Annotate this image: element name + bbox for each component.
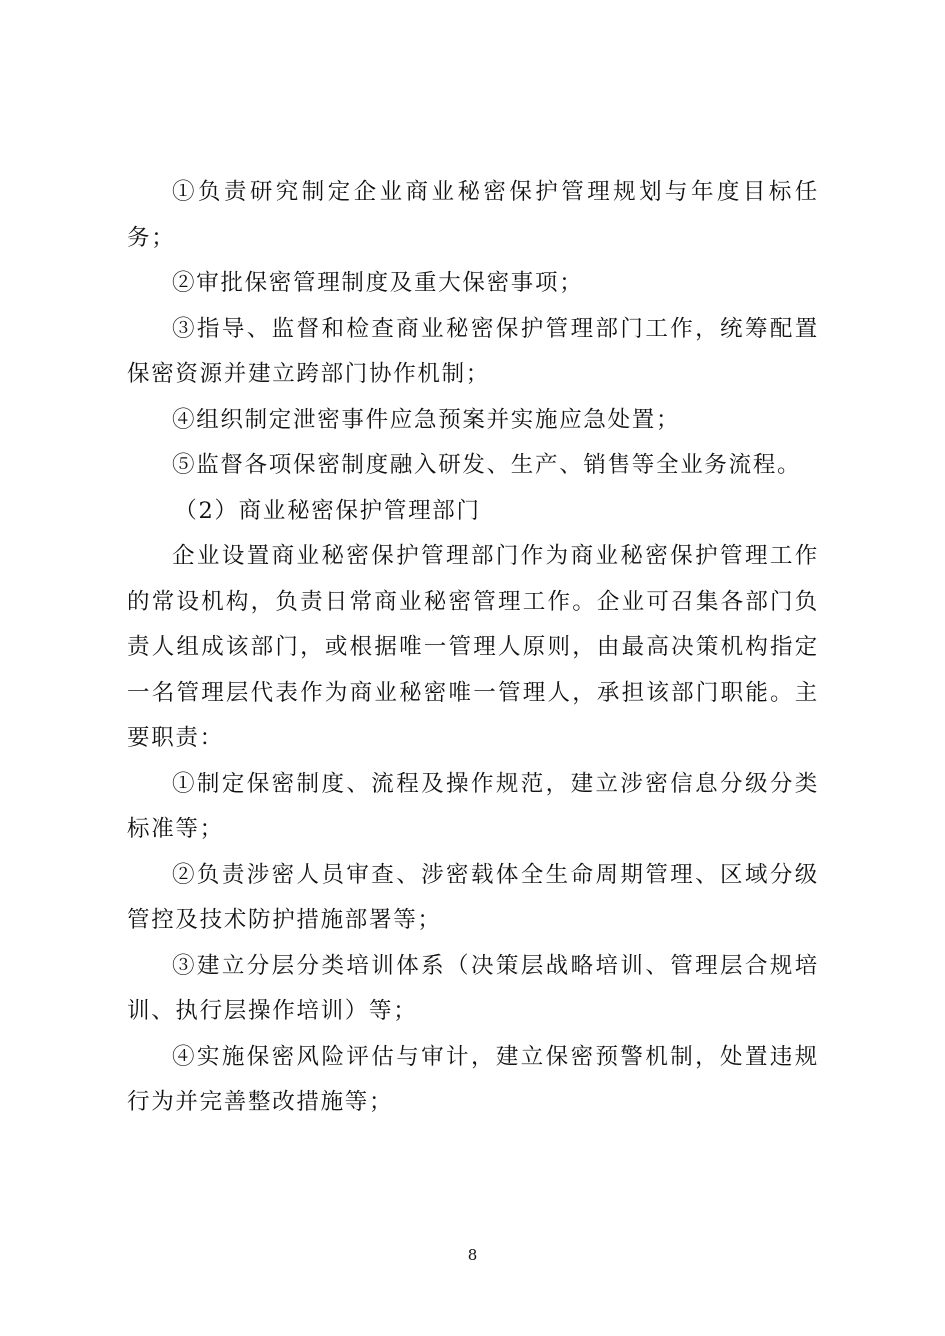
paragraph-leadership-duty-2: ②审批保密管理制度及重大保密事项； [172, 270, 584, 296]
paragraph-department-duty-1: ①制定保密制度、流程及操作规范，建立涉密信息分级分类标准等； [127, 770, 819, 842]
paragraph-department-duty-4: ④实施保密风险评估与审计，建立保密预警机制，处置违规行为并完善整改措施等； [127, 1043, 819, 1115]
paragraph-department-duty-3: ③建立分层分类培训体系（决策层战略培训、管理层合规培训、执行层操作培训）等； [127, 952, 819, 1024]
paragraph-leadership-duty-5: ⑤监督各项保密制度融入研发、生产、销售等全业务流程。 [172, 452, 802, 478]
paragraph-department-duty-2: ②负责涉密人员审查、涉密载体全生命周期管理、区域分级管控及技术防护措施部署等； [127, 861, 819, 933]
paragraph-department-intro: 企业设置商业秘密保护管理部门作为商业秘密保护管理工作的常设机构，负责日常商业秘密管理工作。企业可召集各部门负责人组成该部门，或根据唯一管理人原则，由最高决策机构指定一名管理层代表作为商业秘密唯一管理人，承担该部门职能。主要职责： [127, 543, 819, 751]
page-number: 8 [467, 1246, 478, 1264]
paragraph-leadership-duty-4: ④组织制定泄密事件应急预案并实施应急处置； [172, 406, 681, 433]
paragraph-leadership-duty-1: ①负责研究制定企业商业秘密保护管理规划与年度目标任务； [127, 179, 819, 251]
document-body [127, 170, 819, 1126]
section-heading: （2）商业秘密保护管理部门 [174, 497, 481, 524]
paragraph-leadership-duty-3: ③指导、监督和检查商业秘密保护管理部门工作，统筹配置保密资源并建立跨部门协作机制； [127, 315, 819, 387]
